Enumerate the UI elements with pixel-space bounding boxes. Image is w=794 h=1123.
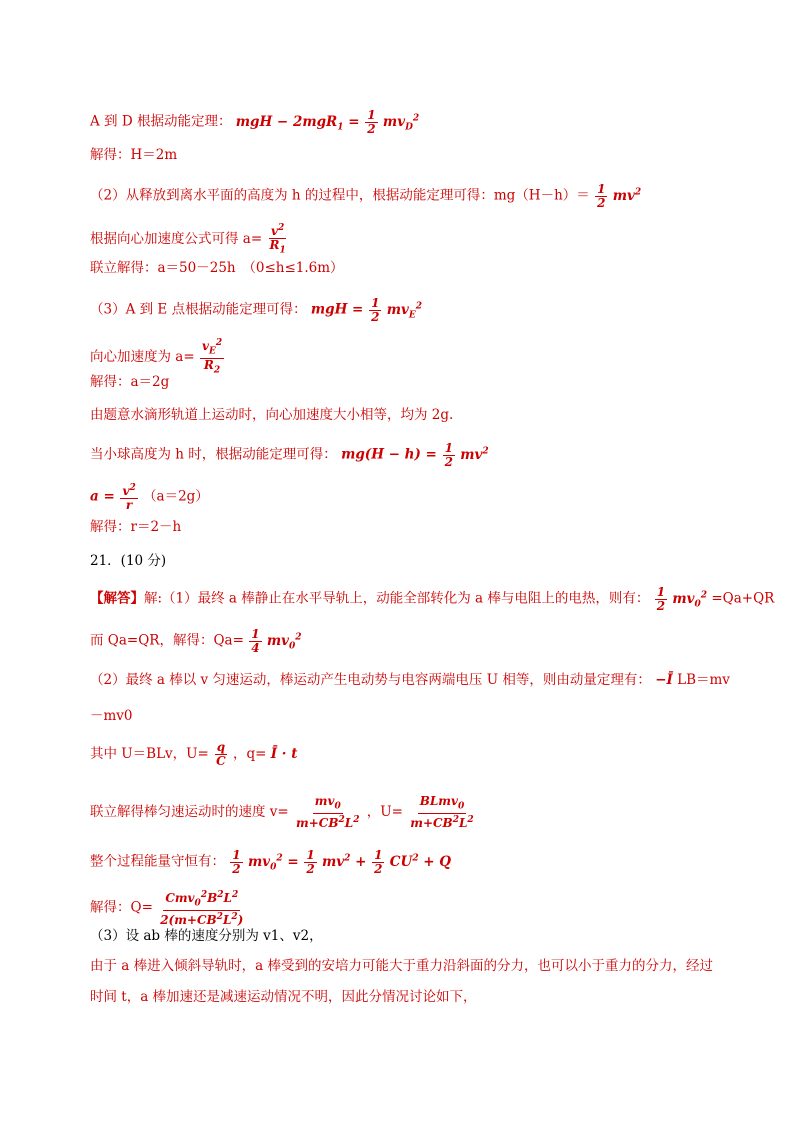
text: （3）A 到 E 点根据动能定理可得： bbox=[90, 301, 307, 318]
fraction: $\frac{1}{4}$ bbox=[251, 626, 260, 655]
text: （2）从释放到离水平面的高度为 h 的过程中，根据动能定理可得：mg（H－h）＝ bbox=[90, 187, 590, 204]
line-combine: 联立解得：a＝50－25h （0≤h≤1.6m） bbox=[90, 260, 344, 276]
line-solve-h: 解得：H＝2m bbox=[90, 147, 178, 163]
fraction: $\frac{v^2}{r}$ bbox=[122, 483, 136, 512]
line-solve-r: 解得：r＝2－h bbox=[90, 519, 182, 535]
text: =Qa+QR bbox=[711, 590, 775, 607]
fraction: $\frac{1}{2}$ bbox=[367, 107, 376, 136]
fraction: $\frac{Cmv_0^2B^2L^2}{2(m+CB^2L^2)}$ bbox=[160, 890, 244, 928]
line-a-to-d bbox=[90, 108, 419, 137]
line-analysis: 由于 a 棒进入倾斜导轨时，a 棒受到的安培力可能大于重力沿斜面的分力，也可以小于重力的分力，经过 bbox=[90, 958, 713, 974]
fraction: $\frac{1}{2}$ bbox=[232, 847, 241, 876]
line-part3 bbox=[90, 296, 422, 325]
line-centripetal bbox=[90, 222, 289, 257]
text: 解:（1）最终 a 棒静止在水平导轨上，动能全部转化为 a 棒与电阻上的电热，则有： bbox=[144, 590, 650, 607]
formula: mg(H − h) = bbox=[341, 446, 442, 463]
formula: mgH = bbox=[310, 301, 369, 318]
fraction: $\frac{1}{2}$ bbox=[306, 847, 315, 876]
fraction: $\frac{1}{2}$ bbox=[656, 584, 666, 613]
line-solve-a: 解得：a＝2g bbox=[90, 374, 170, 390]
line-part2 bbox=[90, 182, 641, 210]
line-part3-speeds: （3）设 ab 棒的速度分别为 v1、v2， bbox=[90, 928, 323, 944]
line-part2-momentum bbox=[90, 670, 730, 690]
fraction: $\frac{1}{2}$ bbox=[597, 181, 606, 210]
fraction: $\frac{BLmv_0}{m+CB^2L^2}$ bbox=[410, 794, 474, 831]
line-analysis-cont: 时间 t，a 棒加速还是减速运动情况不明，因此分情况讨论如下， bbox=[90, 989, 477, 1005]
formula: $mv_0^2$ = bbox=[247, 853, 304, 873]
text: （2）最终 a 棒以 v 匀速运动，棒运动产生电动势与电容两端电压 U 相等，则由动量定理有： bbox=[90, 672, 651, 688]
formula: mgH − 2mgR$_1$ = bbox=[235, 113, 365, 133]
line-momentum-cont: －mv0 bbox=[90, 708, 133, 724]
formula: $mv_E^2$ bbox=[386, 301, 423, 321]
text: LB＝mv bbox=[677, 672, 730, 688]
fraction: $\frac{v_E^2}{R_2}$ bbox=[201, 338, 223, 376]
text: ，q= bbox=[233, 746, 267, 762]
line-qa bbox=[90, 627, 302, 656]
text: A 到 D 根据动能定理： bbox=[90, 113, 232, 130]
text: （a＝2g） bbox=[143, 488, 209, 505]
formula: $mv^2$ + bbox=[322, 853, 372, 870]
text: ，U= bbox=[366, 804, 403, 821]
text: 当小球高度为 h 时，根据动能定理可得： bbox=[90, 446, 337, 463]
fraction: $\frac{1}{2}$ bbox=[371, 295, 380, 324]
fraction: $\frac{1}{2}$ bbox=[374, 847, 383, 876]
line-u-blv bbox=[90, 741, 297, 768]
line-answer-1 bbox=[90, 585, 774, 614]
text: 向心加速度为 a= bbox=[90, 348, 195, 365]
formula: $mv_0^2$ bbox=[266, 632, 302, 652]
fraction: $\frac{v^2}{R_1}$ bbox=[269, 223, 286, 256]
text: 联立解得棒匀速运动时的速度 v= bbox=[90, 804, 289, 821]
line-equal-accel: 由题意水滴形轨道上运动时，向心加速度大小相等，均为 2g. bbox=[90, 407, 454, 423]
text: 根据向心加速度公式可得 a= bbox=[90, 231, 263, 248]
text: 解得：Q= bbox=[90, 899, 153, 916]
line-velocity bbox=[90, 795, 477, 830]
formula: $mv_D^2$ bbox=[382, 113, 420, 133]
fraction: $\frac{mv_0}{m+CB^2L^2}$ bbox=[296, 794, 360, 831]
line-solve-q bbox=[90, 889, 246, 927]
answer-label: 【解答】 bbox=[90, 590, 144, 607]
formula: −Ī bbox=[655, 672, 673, 688]
line-a-formula bbox=[90, 482, 209, 512]
text: 整个过程能量守恒有： bbox=[90, 853, 225, 870]
formula: $mv_0^2$ bbox=[672, 590, 708, 610]
fraction: $\frac{1}{2}$ bbox=[444, 440, 453, 469]
text: 其中 U＝BLv，U= bbox=[90, 746, 209, 762]
formula: Ī · t bbox=[270, 746, 298, 762]
line-height-h bbox=[90, 441, 489, 469]
line-energy bbox=[90, 848, 451, 877]
formula: a = bbox=[90, 488, 120, 505]
fraction: $\frac{q}{C}$ bbox=[216, 740, 226, 768]
formula: $CU^2 + Q$ bbox=[389, 853, 452, 870]
question-21-heading: 21．(10 分) bbox=[90, 553, 167, 569]
text: 而 Qa=QR，解得：Qa= bbox=[90, 632, 244, 649]
formula: $mv^2$ bbox=[612, 187, 642, 204]
formula: $mv^2$ bbox=[460, 446, 489, 463]
